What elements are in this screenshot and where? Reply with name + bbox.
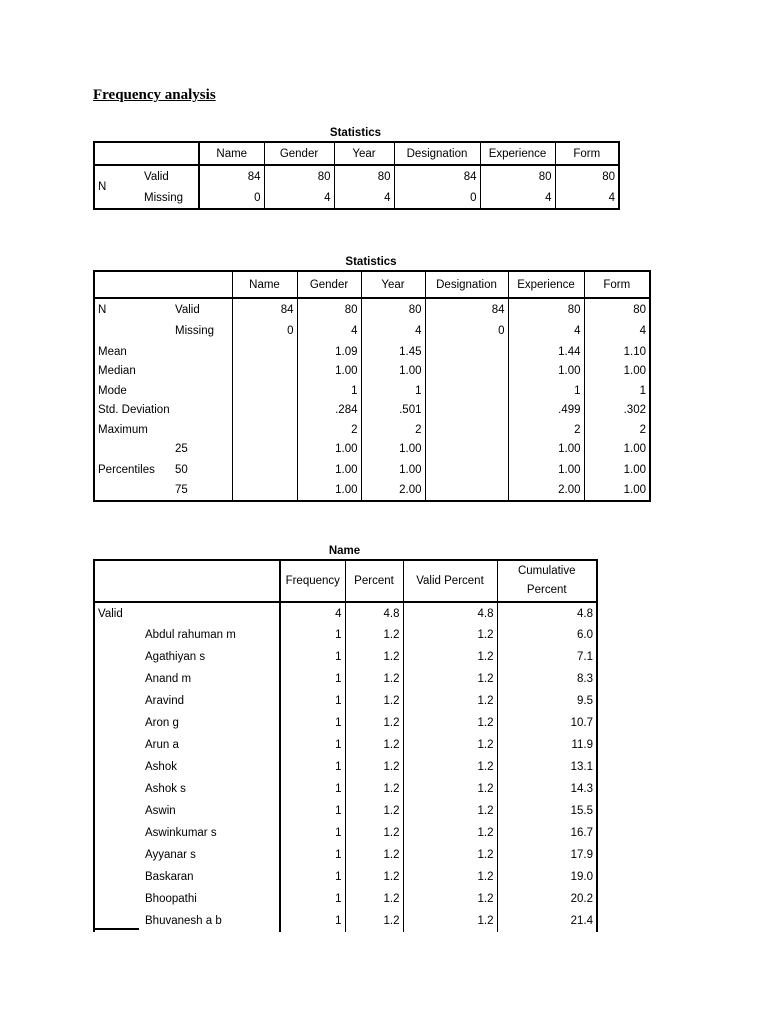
- stats2-cell: 1.00: [361, 459, 425, 481]
- frequency-cell: 1: [280, 690, 345, 712]
- name-cell: Aswinkumar s: [142, 822, 280, 844]
- frequency-cell: 1: [280, 844, 345, 866]
- frequency-cell: 17.9: [497, 844, 597, 866]
- stats2-cell: 1.00: [508, 459, 584, 481]
- frequency-cell: 1: [280, 778, 345, 800]
- stats2-cell: 84: [232, 298, 297, 320]
- statistics-table-2-title: Statistics: [345, 256, 397, 268]
- stats2-cell: [425, 481, 508, 501]
- frequency-cell: 1.2: [345, 844, 403, 866]
- frequency-cell: 1.2: [345, 646, 403, 668]
- stats2-cell: [425, 440, 508, 460]
- row-group-spacer: [94, 734, 142, 756]
- stats2-cell: [425, 362, 508, 382]
- name-col-header: Percent: [345, 560, 403, 602]
- stats1-col-header: Experience: [480, 142, 555, 165]
- frequency-cell: 4.8: [497, 602, 597, 624]
- frequency-cell: 4.8: [403, 602, 497, 624]
- stats1-col-header: Year: [334, 142, 394, 165]
- stats2-row-sublabel: [172, 362, 232, 382]
- stats1-col-header: Gender: [264, 142, 334, 165]
- stats2-cell: .501: [361, 401, 425, 421]
- stats2-cell: [425, 420, 508, 440]
- stats2-cell: .302: [584, 401, 650, 421]
- stats2-row-label: N: [94, 298, 172, 320]
- frequency-cell: 1.2: [403, 822, 497, 844]
- statistics-table-1: [93, 141, 620, 210]
- stats2-cell: 4: [361, 320, 425, 342]
- name-frequency-table: [93, 559, 598, 932]
- stats2-row-label: Mean: [94, 342, 172, 362]
- stats1-cell: 80: [555, 165, 619, 187]
- stats2-cell: [232, 420, 297, 440]
- stats1-group-label: N: [94, 165, 140, 209]
- stats2-cell: [232, 401, 297, 421]
- stats1-cell: 4: [555, 187, 619, 209]
- frequency-cell: 1: [280, 734, 345, 756]
- stats1-cell: 84: [199, 165, 264, 187]
- stats2-cell: [232, 342, 297, 362]
- name-cell: Anand m: [142, 668, 280, 690]
- stats2-row-sublabel: [172, 420, 232, 440]
- stats1-row-label: Valid: [140, 165, 199, 187]
- stats2-cell: [232, 481, 297, 501]
- stats2-row-label: [94, 440, 172, 460]
- stats2-row-sublabel: 75: [172, 481, 232, 501]
- row-group-spacer: [94, 646, 142, 668]
- stats1-cell: 4: [334, 187, 394, 209]
- row-group-spacer: [94, 624, 142, 646]
- stats2-cell: 2: [361, 420, 425, 440]
- row-group-spacer: [94, 822, 142, 844]
- stats2-cell: 2.00: [508, 481, 584, 501]
- stats1-col-header: Name: [199, 142, 264, 165]
- frequency-cell: 1.2: [345, 778, 403, 800]
- stats1-cell: 80: [334, 165, 394, 187]
- name-cell: Aswin: [142, 800, 280, 822]
- stats2-col-header: Name: [232, 271, 297, 298]
- statistics-table-2: [93, 270, 651, 502]
- name-cell: Ayyanar s: [142, 844, 280, 866]
- stats2-cell: 80: [297, 298, 361, 320]
- stats2-row-label: [94, 320, 172, 342]
- frequency-cell: 1.2: [403, 712, 497, 734]
- frequency-cell: 4: [280, 602, 345, 624]
- name-cell: Baskaran: [142, 866, 280, 888]
- stats1-col-header: Form: [555, 142, 619, 165]
- stats2-cell: 1.00: [508, 362, 584, 382]
- stats1-col-header: Designation: [394, 142, 480, 165]
- name-cell: Aravind: [142, 690, 280, 712]
- frequency-cell: 1.2: [345, 690, 403, 712]
- stats2-cell: 1.00: [297, 459, 361, 481]
- frequency-cell: 1: [280, 668, 345, 690]
- stats2-cell: 0: [425, 320, 508, 342]
- row-group-spacer: [94, 844, 142, 866]
- stats2-cell: [425, 342, 508, 362]
- stats2-cell: 1.44: [508, 342, 584, 362]
- stats2-cell: 1: [297, 381, 361, 401]
- stats2-cell: .499: [508, 401, 584, 421]
- stats2-row-label: Maximum: [94, 420, 172, 440]
- row-group-spacer: [94, 778, 142, 800]
- row-group-spacer: [94, 888, 142, 910]
- frequency-cell: 1: [280, 646, 345, 668]
- name-cell: Bhoopathi: [142, 888, 280, 910]
- name-col-header: Valid Percent: [403, 560, 497, 602]
- stats2-col-header: Designation: [425, 271, 508, 298]
- stats2-cell: 1.00: [584, 459, 650, 481]
- stats1-cell: 0: [199, 187, 264, 209]
- frequency-cell: 1.2: [403, 778, 497, 800]
- row-group-spacer: [94, 712, 142, 734]
- stats2-cell: 2: [584, 420, 650, 440]
- stats2-corner: [94, 271, 232, 298]
- stats1-cell: 4: [480, 187, 555, 209]
- stats2-cell: 80: [361, 298, 425, 320]
- stats2-row-sublabel: Valid: [172, 298, 232, 320]
- stats2-col-header: Year: [361, 271, 425, 298]
- stats2-cell: 1.00: [584, 362, 650, 382]
- frequency-cell: 1: [280, 866, 345, 888]
- stats2-cell: [425, 401, 508, 421]
- stats1-cell: 4: [264, 187, 334, 209]
- frequency-cell: 1.2: [403, 646, 497, 668]
- stats2-row-sublabel: [172, 401, 232, 421]
- stats2-cell: 2: [508, 420, 584, 440]
- frequency-cell: 1.2: [345, 910, 403, 932]
- stats2-cell: 4: [297, 320, 361, 342]
- frequency-cell: 1.2: [345, 822, 403, 844]
- stats2-cell: [232, 381, 297, 401]
- stats1-cell: 80: [264, 165, 334, 187]
- frequency-cell: 1.2: [403, 668, 497, 690]
- name-cell: Ashok s: [142, 778, 280, 800]
- name-table-corner: [94, 560, 280, 602]
- stats2-row-label: Mode: [94, 381, 172, 401]
- name-cell: Abdul rahuman m: [142, 624, 280, 646]
- stats2-cell: 84: [425, 298, 508, 320]
- stats2-row-label: Std. Deviation: [94, 401, 172, 421]
- name-cell: Aron g: [142, 712, 280, 734]
- stats2-cell: [425, 459, 508, 481]
- frequency-cell: 9.5: [497, 690, 597, 712]
- stats2-col-header: Experience: [508, 271, 584, 298]
- stats2-row-label: [94, 481, 172, 501]
- frequency-cell: 21.4: [497, 910, 597, 932]
- stats2-cell: [232, 362, 297, 382]
- name-cell: Ashok: [142, 756, 280, 778]
- frequency-cell: 19.0: [497, 866, 597, 888]
- stats2-cell: 4: [584, 320, 650, 342]
- frequency-cell: 1.2: [403, 756, 497, 778]
- frequency-cell: 14.3: [497, 778, 597, 800]
- stats2-cell: 1.00: [297, 440, 361, 460]
- stats2-row-label: Percentiles: [94, 459, 172, 481]
- frequency-cell: 13.1: [497, 756, 597, 778]
- stats1-cell: 80: [480, 165, 555, 187]
- frequency-cell: 20.2: [497, 888, 597, 910]
- stats2-cell: 1: [584, 381, 650, 401]
- valid-label: Valid: [94, 602, 142, 624]
- frequency-cell: 1: [280, 888, 345, 910]
- stats1-cell: 0: [394, 187, 480, 209]
- stats2-row-label: Median: [94, 362, 172, 382]
- name-cell: Bhuvanesh a b: [142, 910, 280, 932]
- stats2-cell: [232, 459, 297, 481]
- frequency-cell: 1.2: [403, 866, 497, 888]
- frequency-cell: 16.7: [497, 822, 597, 844]
- stats1-row-label: Missing: [140, 187, 199, 209]
- frequency-cell: 1: [280, 712, 345, 734]
- frequency-cell: 11.9: [497, 734, 597, 756]
- name-cell: [142, 602, 280, 624]
- row-group-spacer: [94, 866, 142, 888]
- stats2-row-sublabel: 25: [172, 440, 232, 460]
- stats2-cell: 2: [297, 420, 361, 440]
- stats1-corner: [94, 142, 199, 165]
- stats2-cell: 1.00: [584, 440, 650, 460]
- stats2-cell: 1.00: [584, 481, 650, 501]
- frequency-cell: 1.2: [345, 734, 403, 756]
- stats1-cell: 84: [394, 165, 480, 187]
- stats2-col-header: Gender: [297, 271, 361, 298]
- statistics-table-1-title: Statistics: [329, 127, 382, 139]
- frequency-cell: 1: [280, 624, 345, 646]
- frequency-cell: 1.2: [403, 800, 497, 822]
- document-title: Frequency analysis: [93, 87, 216, 103]
- stats2-cell: .284: [297, 401, 361, 421]
- table-cut-line: [93, 928, 139, 930]
- frequency-cell: 1: [280, 800, 345, 822]
- frequency-cell: 1.2: [403, 910, 497, 932]
- stats2-cell: 1: [508, 381, 584, 401]
- row-group-spacer: [94, 668, 142, 690]
- name-col-header: Frequency: [280, 560, 345, 602]
- stats2-cell: 1.09: [297, 342, 361, 362]
- frequency-cell: 1.2: [345, 756, 403, 778]
- frequency-cell: 1: [280, 756, 345, 778]
- stats2-cell: 4: [508, 320, 584, 342]
- frequency-cell: 1.2: [345, 624, 403, 646]
- stats2-cell: 1.45: [361, 342, 425, 362]
- stats2-col-header: Form: [584, 271, 650, 298]
- row-group-spacer: [94, 690, 142, 712]
- stats2-cell: 1: [361, 381, 425, 401]
- frequency-cell: 1: [280, 910, 345, 932]
- row-group-spacer: [94, 800, 142, 822]
- stats2-row-sublabel: [172, 342, 232, 362]
- stats2-cell: 1.00: [297, 362, 361, 382]
- stats2-row-sublabel: 50: [172, 459, 232, 481]
- stats2-cell: 1.00: [361, 440, 425, 460]
- frequency-cell: 1.2: [345, 800, 403, 822]
- frequency-cell: 1.2: [345, 712, 403, 734]
- frequency-cell: 1.2: [403, 624, 497, 646]
- stats2-cell: 1.10: [584, 342, 650, 362]
- frequency-cell: 1.2: [403, 734, 497, 756]
- stats2-cell: [425, 381, 508, 401]
- frequency-cell: 1.2: [403, 888, 497, 910]
- frequency-cell: 1.2: [345, 888, 403, 910]
- stats2-cell: 1.00: [297, 481, 361, 501]
- frequency-cell: 1: [280, 822, 345, 844]
- frequency-cell: 8.3: [497, 668, 597, 690]
- stats2-row-sublabel: [172, 381, 232, 401]
- frequency-cell: 1.2: [345, 668, 403, 690]
- stats2-cell: 1.00: [508, 440, 584, 460]
- frequency-cell: 10.7: [497, 712, 597, 734]
- stats2-cell: 0: [232, 320, 297, 342]
- stats2-cell: 2.00: [361, 481, 425, 501]
- stats2-row-sublabel: Missing: [172, 320, 232, 342]
- stats2-cell: 80: [584, 298, 650, 320]
- frequency-cell: 1.2: [403, 690, 497, 712]
- frequency-cell: 6.0: [497, 624, 597, 646]
- row-group-spacer: [94, 756, 142, 778]
- frequency-cell: 15.5: [497, 800, 597, 822]
- frequency-cell: 7.1: [497, 646, 597, 668]
- stats2-cell: 80: [508, 298, 584, 320]
- name-cell: Agathiyan s: [142, 646, 280, 668]
- frequency-cell: 1.2: [403, 844, 497, 866]
- stats2-cell: [232, 440, 297, 460]
- stats2-cell: 1.00: [361, 362, 425, 382]
- frequency-cell: 1.2: [345, 866, 403, 888]
- name-table-title: Name: [328, 545, 361, 557]
- name-col-header: Cumulative Percent: [497, 560, 597, 602]
- name-cell: Arun a: [142, 734, 280, 756]
- frequency-cell: 4.8: [345, 602, 403, 624]
